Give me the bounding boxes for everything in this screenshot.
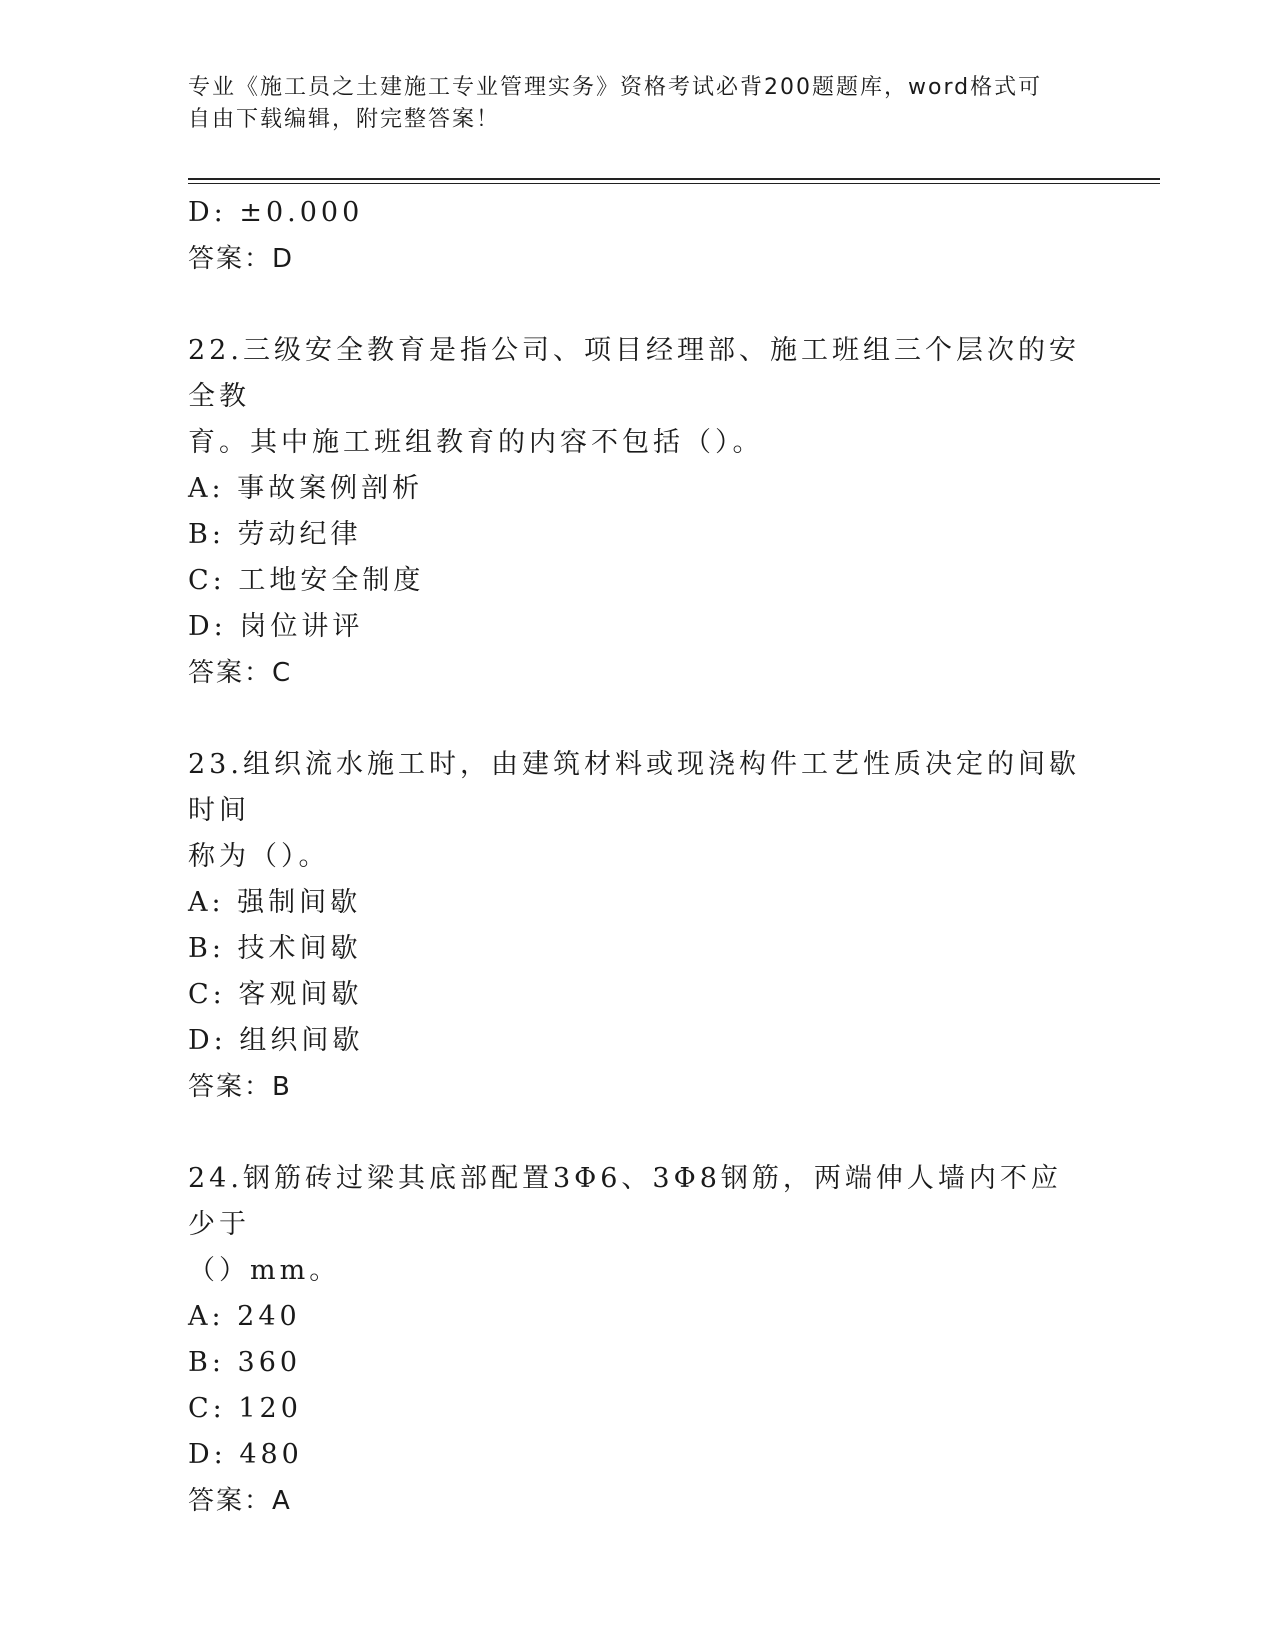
option-d: D: 480: [188, 1439, 303, 1470]
question-stem-line-2: （）mm。: [188, 1255, 341, 1286]
header-divider-thick: [188, 178, 1160, 180]
option-a: A: 事故案例剖析: [188, 473, 424, 504]
question-stem-line-1: 24.钢筋砖过梁其底部配置3Φ6、3Φ8钢筋，两端伸人墙内不应少于: [188, 1163, 1062, 1240]
option-c: C: 120: [188, 1393, 302, 1424]
document-body: [188, 190, 1088, 1524]
option-b: B: 劳动纪律: [188, 519, 362, 550]
answer-line: 答案：D: [188, 244, 295, 274]
option-d: D: 组织间歇: [188, 1025, 364, 1056]
option-b: B: 技术间歇: [188, 933, 362, 964]
header-line-1: 专业《施工员之土建施工专业管理实务》资格考试必背200题题库，word格式可: [188, 75, 1043, 100]
option-d: D: ±0.000: [188, 197, 364, 228]
answer-line: 答案：A: [188, 1486, 292, 1516]
option-a: A: 强制间歇: [188, 887, 362, 918]
answer-line: 答案：C: [188, 658, 293, 688]
option-b: B: 360: [188, 1347, 302, 1378]
question-23: [188, 742, 1088, 1110]
option-a: A: 240: [188, 1301, 301, 1332]
question-stem-line-2: 称为（）。: [188, 841, 330, 872]
question-stem-line-2: 育。其中施工班组教育的内容不包括（）。: [188, 427, 764, 458]
question-stem-line-1: 22.三级安全教育是指公司、项目经理部、施工班组三个层次的安全教: [188, 335, 1080, 412]
option-c: C: 工地安全制度: [188, 565, 425, 596]
document-header: [188, 72, 1068, 136]
carryover-block: [188, 190, 1088, 282]
header-divider-thin: [188, 183, 1160, 184]
option-d: D: 岗位讲评: [188, 611, 364, 642]
option-c: C: 客观间歇: [188, 979, 363, 1010]
header-line-2: 自由下载编辑，附完整答案！: [188, 107, 501, 132]
question-24: [188, 1156, 1088, 1524]
answer-line: 答案：B: [188, 1072, 292, 1102]
question-stem-line-1: 23.组织流水施工时，由建筑材料或现浇构件工艺性质决定的间歇时间: [188, 749, 1080, 826]
question-22: [188, 328, 1088, 696]
